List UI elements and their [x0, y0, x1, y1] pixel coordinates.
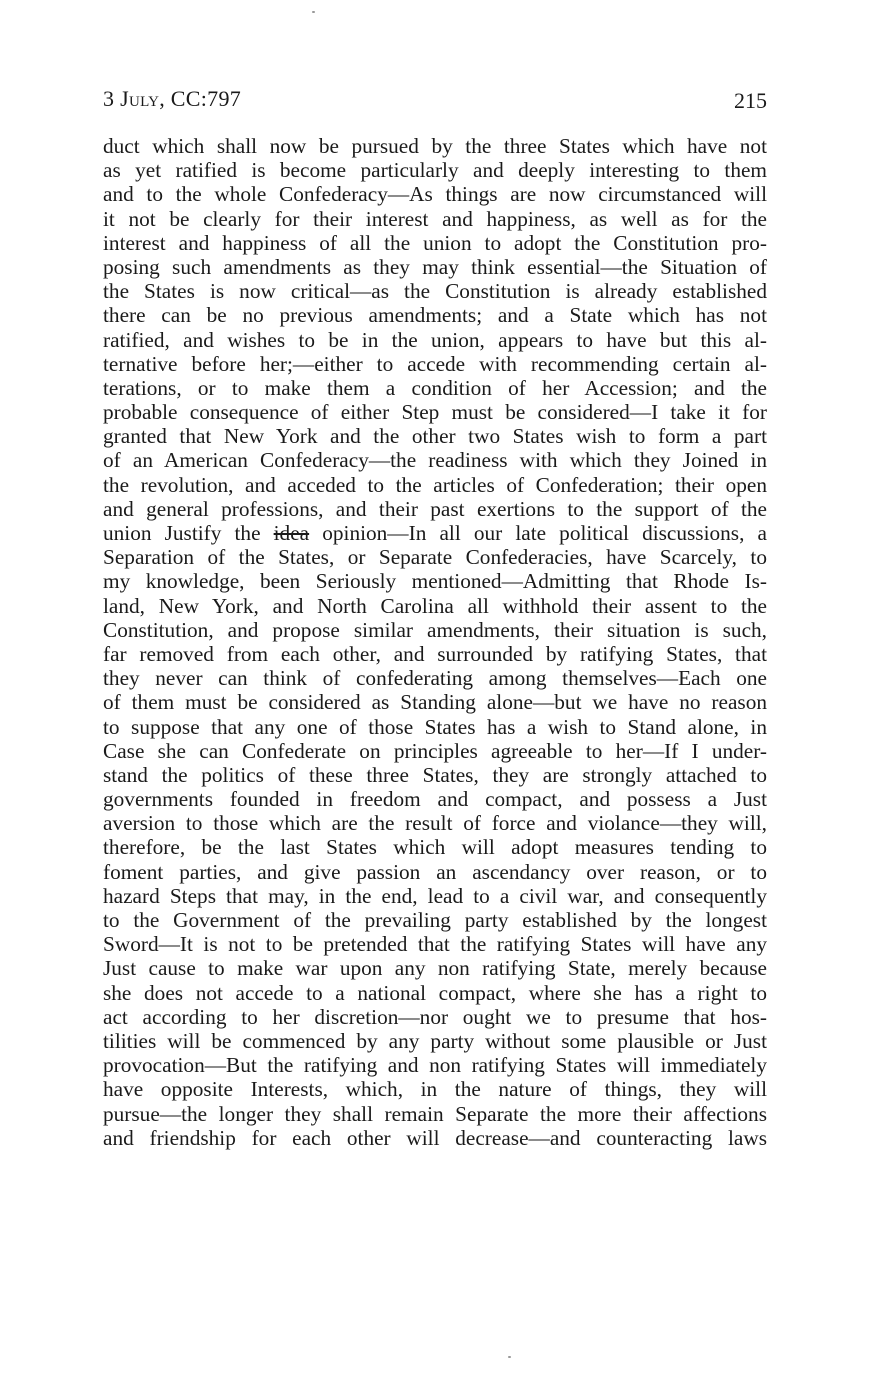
text-line: interest and happiness of all the union to adopt the Constitution pro-	[103, 230, 767, 255]
paper-speck	[312, 11, 315, 13]
text-line: it not be clearly for their interest and happiness, as well as for the	[103, 206, 767, 231]
text-line: the revolution, and acceded to the articles of Confederation; their open	[103, 472, 767, 497]
text-line: governments founded in freedom and compact, and possess a Just	[103, 787, 767, 812]
text-line: foment parties, and give passion an ascendancy over reason, or to	[103, 859, 767, 884]
text-line: Sword—It is not to be pretended that the ratifying States will have any	[103, 932, 767, 957]
text-line: aversion to those which are the result of force and violance—they will,	[103, 811, 767, 836]
line-text-after: opinion—In all our late political discussions, a	[309, 521, 767, 545]
text-line: to the Government of the prevailing party established by the longest	[103, 908, 767, 932]
text-line: have opposite Interests, which, in the nature of things, they will	[103, 1077, 767, 1102]
text-line: and friendship for each other will decrease—and counteracting laws	[103, 1125, 767, 1150]
header-cc-number: , CC:797	[159, 86, 242, 111]
text-line: and general professions, and their past exertions to the support of the	[103, 496, 767, 521]
text-line: probable consequence of either Step must be considered—I take it for	[103, 400, 767, 425]
text-line: the States is now critical—as the Constitution is already established	[103, 279, 767, 304]
text-line: hazard Steps that may, in the end, lead to a civil war, and consequently	[103, 883, 767, 908]
text-line: to suppose that any one of those States has a wish to Stand alone, in	[103, 714, 767, 739]
text-line: duct which shall now be pursued by the three States which have not	[103, 134, 767, 158]
header-month: July	[120, 86, 160, 111]
line-text-before: union Justify the	[103, 521, 274, 545]
text-line: as yet ratified is become particularly and deeply interesting to them	[103, 158, 767, 183]
text-line: posing such amendments as they may think essential—the Situation of	[103, 254, 767, 279]
paper-speck	[508, 1356, 511, 1358]
text-line: of them must be considered as Standing alone—but we have no reason	[103, 690, 767, 715]
header-citation	[103, 86, 241, 112]
text-line: land, New York, and North Carolina all withhold their assent to the	[103, 593, 767, 618]
text-line: Separation of the States, or Separate Confederacies, have Scarcely, to	[103, 545, 767, 570]
text-line: there can be no previous amendments; and a State which has not	[103, 303, 767, 328]
document-page	[103, 86, 767, 1150]
text-line: far removed from each other, and surrounded by ratifying States, that	[103, 641, 767, 666]
text-line: tilities will be commenced by any party without some plausible or Just	[103, 1028, 767, 1053]
struck-word: idea	[273, 521, 310, 545]
text-line: stand the politics of these three States, they are strongly attached to	[103, 762, 767, 787]
text-line: act according to her discretion—nor ought we to presume that hos-	[103, 1004, 767, 1029]
text-line: ratified, and wishes to be in the union, appears to have but this al-	[103, 327, 767, 352]
text-line: ternative before her;—either to accede with recommending certain al-	[103, 351, 767, 376]
text-line: of an American Confederacy—the readiness with which they Joined in	[103, 448, 767, 473]
text-line: and to the whole Confederacy—As things are now circumstanced will	[103, 182, 767, 207]
text-line: Constitution, and propose similar amendments, their situation is such,	[103, 617, 767, 642]
page-number: 215	[734, 88, 767, 113]
body-text	[103, 134, 767, 1150]
text-line: terations, or to make them a condition of her Accession; and the	[103, 375, 767, 400]
text-line: pursue—the longer they shall remain Separate the more their affections	[103, 1101, 767, 1126]
text-line: Case she can Confederate on principles agreeable to her—If I under-	[103, 738, 767, 763]
text-line: granted that New York and the other two States wish to form a part	[103, 424, 767, 449]
text-line: my knowledge, been Seriously mentioned—Admitting that Rhode Is-	[103, 569, 767, 594]
text-line: therefore, be the last States which will adopt measures tending to	[103, 835, 767, 860]
header-date-prefix: 3	[103, 86, 121, 111]
text-line: they never can think of confederating among themselves—Each one	[103, 666, 767, 691]
text-line: she does not accede to a national compact, where she has a right to	[103, 980, 767, 1005]
text-line: Just cause to make war upon any non ratifying State, merely because	[103, 956, 767, 981]
running-header	[103, 86, 767, 126]
text-line: provocation—But the ratifying and non ratifying States will immediately	[103, 1053, 767, 1078]
text-line-with-strikethrough	[103, 521, 767, 545]
